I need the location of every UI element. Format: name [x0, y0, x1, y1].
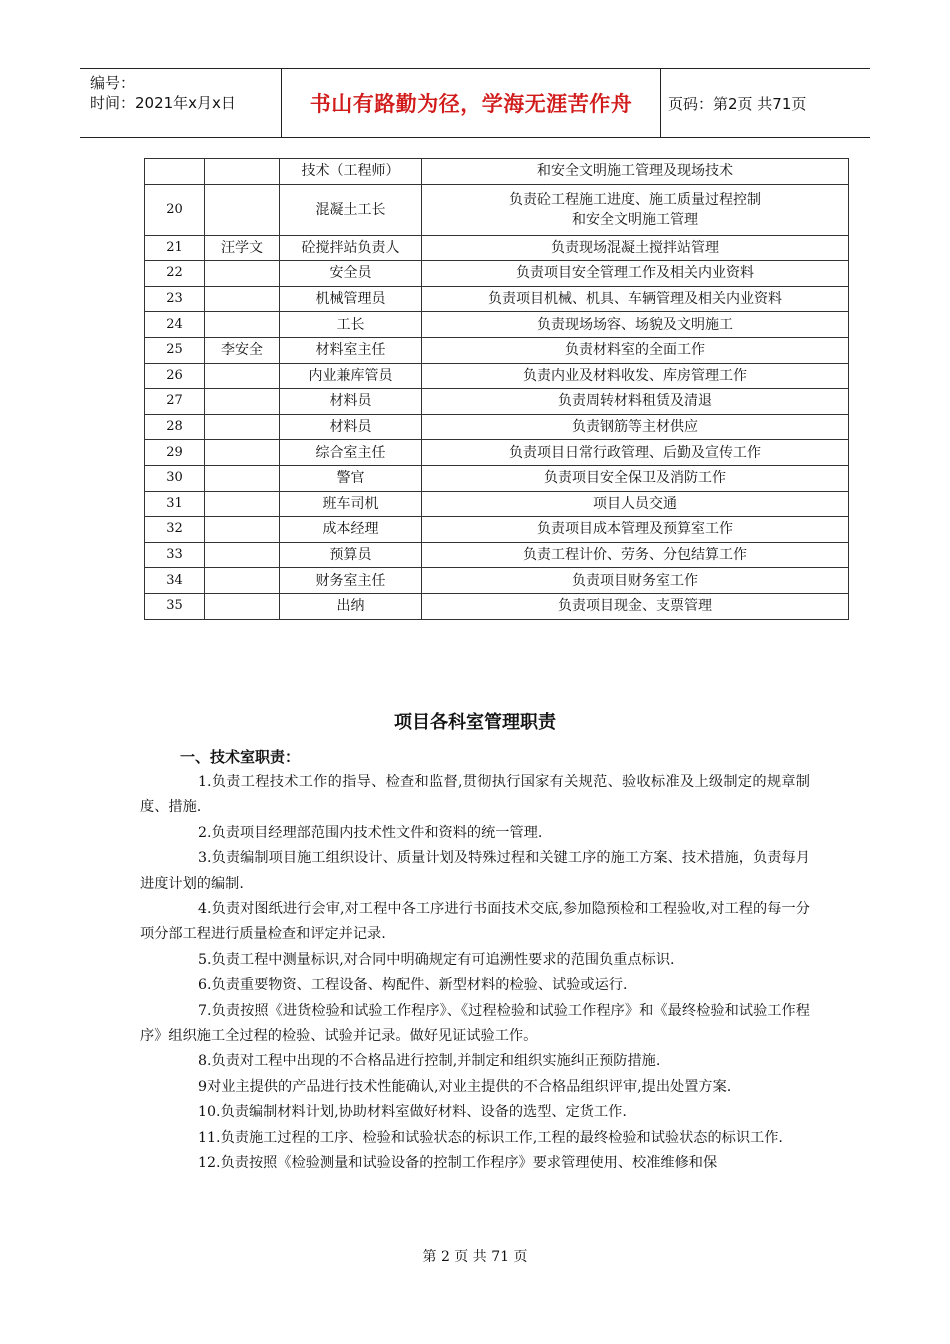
duty-paragraph: 12.负责按照《检验测量和试验设备的控制工作程序》要求管理使用、校准维修和保 — [198, 1155, 718, 1172]
row-role: 成本经理 — [280, 517, 422, 543]
duty-paragraph: 10.负责编制材料计划,协助材料室做好材料、设备的选型、定货工作. — [198, 1104, 627, 1121]
row-person — [205, 568, 280, 594]
document-code-label: 编号： — [90, 74, 136, 92]
row-duty: 和安全文明施工管理及现场技术 — [422, 159, 849, 185]
row-duty: 负责钢筋等主材供应 — [422, 414, 849, 440]
duty-paragraph: 3.负责编制项目施工组织设计、质量计划及特殊过程和关键工序的施工方案、技术措施，负责每月进度计划的编制. — [140, 850, 810, 892]
row-role: 机械管理员 — [280, 286, 422, 312]
table-row — [145, 517, 849, 543]
row-number: 28 — [145, 414, 205, 440]
duty-paragraph: 1.负责工程技术工作的指导、检查和监督,贯彻执行国家有关规范、验收标准及上级制定的规章制度、措施. — [140, 774, 810, 816]
row-number: 29 — [145, 440, 205, 466]
row-number: 30 — [145, 465, 205, 491]
row-number — [145, 159, 205, 185]
row-person — [205, 286, 280, 312]
row-role: 预算员 — [280, 542, 422, 568]
staff-roles-table-body — [145, 159, 849, 620]
table-row — [145, 184, 849, 235]
table-row — [145, 491, 849, 517]
row-role: 材料员 — [280, 389, 422, 415]
row-duty: 负责项目机械、机具、车辆管理及相关内业资料 — [422, 286, 849, 312]
page-header — [80, 68, 870, 138]
table-row — [145, 286, 849, 312]
section-title: 项目各科室管理职责 — [394, 712, 556, 733]
row-role: 安全员 — [280, 261, 422, 287]
row-duty — [422, 184, 849, 235]
header-motto-cell — [282, 69, 661, 137]
row-role: 材料室主任 — [280, 337, 422, 363]
row-duty: 负责项目安全保卫及消防工作 — [422, 465, 849, 491]
duties-body — [140, 770, 810, 1177]
row-number: 31 — [145, 491, 205, 517]
row-person: 李安全 — [205, 337, 280, 363]
staff-roles-table — [144, 158, 849, 620]
row-number: 20 — [145, 184, 205, 235]
table-row — [145, 261, 849, 287]
row-number: 24 — [145, 312, 205, 338]
row-role: 混凝土工长 — [280, 184, 422, 235]
row-duty-line: 和安全文明施工管理 — [572, 211, 698, 228]
duty-paragraph: 11.负责施工过程的工序、检验和试验状态的标识工作,工程的最终检验和试验状态的标识工作. — [198, 1129, 783, 1146]
duty-paragraph: 5.负责工程中测量标识,对合同中明确规定有可追溯性要求的范围负重点标识. — [198, 951, 675, 968]
row-role: 班车司机 — [280, 491, 422, 517]
duty-paragraph: 4.负责对图纸进行会审,对工程中各工序进行书面技术交底,参加隐预检和工程验收,对工程的每一分项分部工程进行质量检查和评定并记录. — [140, 901, 810, 943]
row-role: 综合室主任 — [280, 440, 422, 466]
row-role: 内业兼库管员 — [280, 363, 422, 389]
table-row — [145, 440, 849, 466]
header-page-cell — [660, 69, 870, 137]
row-duty: 负责项目现金、支票管理 — [422, 593, 849, 619]
duty-paragraph: 7.负责按照《进货检验和试验工作程序》、《过程检验和试验工作程序》和《最终检验和试验工作程序》组织施工全过程的检验、试验并记录。做好见证试验工作。 — [140, 1002, 810, 1045]
row-number: 23 — [145, 286, 205, 312]
row-number: 33 — [145, 542, 205, 568]
row-person — [205, 184, 280, 235]
row-role: 材料员 — [280, 414, 422, 440]
row-role: 技术（工程师） — [280, 159, 422, 185]
header-meta — [80, 69, 282, 137]
table-row — [145, 312, 849, 338]
document-date-label: 时间：2021年x月x日 — [90, 94, 236, 112]
row-number: 22 — [145, 261, 205, 287]
table-row — [145, 389, 849, 415]
table-row — [145, 542, 849, 568]
row-duty: 负责材料室的全面工作 — [422, 337, 849, 363]
row-number: 35 — [145, 593, 205, 619]
row-duty-line: 负责砼工程施工进度、施工质量过程控制 — [509, 191, 761, 208]
row-person — [205, 440, 280, 466]
row-duty: 负责内业及材料收发、库房管理工作 — [422, 363, 849, 389]
row-person — [205, 465, 280, 491]
duty-paragraph: 2.负责项目经理部范围内技术性文件和资料的统一管理. — [198, 824, 543, 841]
row-duty: 负责工程计价、劳务、分包结算工作 — [422, 542, 849, 568]
row-person — [205, 261, 280, 287]
table-row — [145, 159, 849, 185]
section-subtitle: 一、技术室职责： — [180, 748, 301, 766]
duty-paragraph: 9对业主提供的产品进行技术性能确认,对业主提供的不合格品组织评审,提出处置方案. — [198, 1078, 732, 1095]
row-number: 27 — [145, 389, 205, 415]
row-number: 34 — [145, 568, 205, 594]
row-role: 出纳 — [280, 593, 422, 619]
table-row — [145, 235, 849, 261]
row-number: 32 — [145, 517, 205, 543]
row-number: 21 — [145, 235, 205, 261]
row-duty: 负责周转材料租赁及清退 — [422, 389, 849, 415]
header-page-number: 页码：第2页 共71页 — [668, 94, 807, 113]
table-row — [145, 414, 849, 440]
row-person — [205, 542, 280, 568]
row-role: 砼搅拌站负责人 — [280, 235, 422, 261]
row-number: 26 — [145, 363, 205, 389]
row-person — [205, 491, 280, 517]
row-role: 警官 — [280, 465, 422, 491]
row-number: 25 — [145, 337, 205, 363]
row-person: 汪学文 — [205, 235, 280, 261]
row-person — [205, 312, 280, 338]
row-duty: 负责项目安全管理工作及相关内业资料 — [422, 261, 849, 287]
table-row — [145, 568, 849, 594]
row-duty: 负责项目成本管理及预算室工作 — [422, 517, 849, 543]
row-person — [205, 389, 280, 415]
row-duty: 负责现场混凝土搅拌站管理 — [422, 235, 849, 261]
row-person — [205, 414, 280, 440]
table-row — [145, 363, 849, 389]
table-row — [145, 593, 849, 619]
row-duty: 负责现场场容、场貌及文明施工 — [422, 312, 849, 338]
row-role: 工长 — [280, 312, 422, 338]
row-duty: 项目人员交通 — [422, 491, 849, 517]
duty-paragraph: 6.负责重要物资、工程设备、构配件、新型材料的检验、试验或运行. — [198, 977, 628, 994]
row-duty: 负责项目日常行政管理、后勤及宣传工作 — [422, 440, 849, 466]
page-footer: 第 2 页 共 71 页 — [422, 1249, 528, 1265]
table-row — [145, 465, 849, 491]
row-duty: 负责项目财务室工作 — [422, 568, 849, 594]
duty-paragraph: 8.负责对工程中出现的不合格品进行控制,并制定和组织实施纠正预防措施. — [198, 1053, 661, 1070]
row-person — [205, 593, 280, 619]
table-row — [145, 337, 849, 363]
row-person — [205, 517, 280, 543]
header-motto: 书山有路勤为径，学海无涯苦作舟 — [309, 92, 633, 116]
row-role: 财务室主任 — [280, 568, 422, 594]
row-person — [205, 363, 280, 389]
row-person — [205, 159, 280, 185]
